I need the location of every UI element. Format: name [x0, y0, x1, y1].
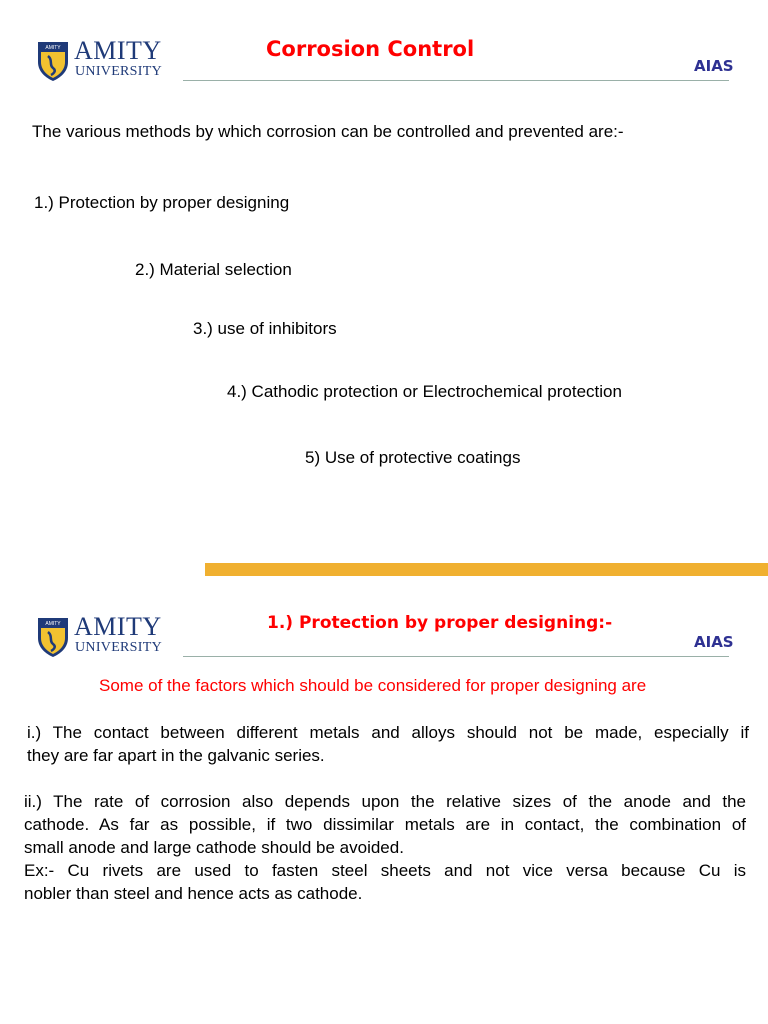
logo-sub-name: UNIVERSITY [75, 64, 162, 79]
intro-text: The various methods by which corrosion can be controlled and prevented are:- [32, 122, 624, 141]
paragraph-line: ii.) The rate of corrosion also depends upon the relative sizes of the anode and the [24, 792, 746, 811]
slide-divider-bar [205, 563, 768, 576]
slide-1-title: Corrosion Control [266, 37, 475, 61]
paragraph-line: Ex:- Cu rivets are used to fasten steel sheets and not vice versa because Cu is [24, 861, 746, 880]
method-item: 5) Use of protective coatings [305, 448, 521, 467]
point-1-paragraph [27, 721, 749, 767]
svg-text:AMITY: AMITY [45, 45, 61, 51]
point-2-paragraph [24, 790, 746, 905]
paragraph-line: cathode. As far as possible, if two dissimilar metals are in contact, the combination of [24, 815, 746, 834]
amity-shield-icon [36, 40, 70, 82]
paragraph-line: small anode and large cathode should be avoided. [24, 838, 404, 857]
header-divider [183, 80, 729, 81]
aias-label: AIAS [694, 57, 734, 75]
amity-logo [36, 36, 176, 84]
header-divider [183, 656, 729, 657]
svg-text:AMITY: AMITY [45, 621, 61, 627]
amity-shield-icon [36, 616, 70, 658]
paragraph-line: they are far apart in the galvanic series. [27, 746, 325, 765]
logo-sub-name: UNIVERSITY [75, 640, 162, 655]
method-item: 1.) Protection by proper designing [34, 193, 290, 212]
amity-logo [36, 612, 176, 660]
logo-brand-name: AMITY [74, 36, 162, 65]
paragraph-line: i.) The contact between different metals and alloys should not be made, especially if [27, 723, 749, 742]
slide-2-title: 1.) Protection by proper designing:- [267, 613, 613, 633]
paragraph-line: nobler than steel and hence acts as cathode. [24, 884, 363, 903]
factors-subtitle: Some of the factors which should be considered for proper designing are [99, 676, 647, 695]
logo-brand-name: AMITY [74, 612, 162, 641]
method-item: 4.) Cathodic protection or Electrochemical protection [227, 382, 622, 401]
aias-label: AIAS [694, 633, 734, 651]
method-item: 2.) Material selection [135, 260, 292, 279]
method-item: 3.) use of inhibitors [193, 319, 337, 338]
